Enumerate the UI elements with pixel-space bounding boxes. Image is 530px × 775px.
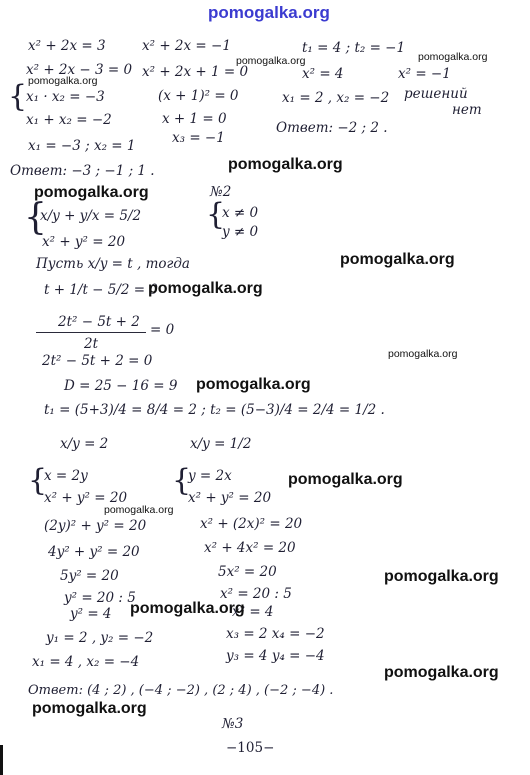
eq-line: x² = 4: [232, 604, 274, 620]
eq-line: x/y = 1/2: [190, 436, 252, 452]
eq-line: x² + 2x = −1: [142, 38, 231, 54]
eq-line: x₁ = −3 ; x₂ = 1: [28, 138, 136, 154]
system-brace: {: [172, 463, 192, 498]
eq-line: x₁ · x₂ = −3: [26, 89, 105, 105]
eq-line: x₁ = 2 , x₂ = −2: [282, 90, 390, 106]
watermark: pomogalka.org: [32, 700, 147, 717]
system-brace: {: [206, 197, 226, 232]
eq-line: y₁ = 2 , y₂ = −2: [46, 630, 154, 646]
eq-line: x/y = 2: [60, 436, 109, 452]
eq-line: x + 1 = 0: [162, 111, 227, 127]
watermark: pomogalka.org: [384, 664, 499, 681]
eq-line: 2t: [84, 336, 99, 352]
eq-line: x² + y² = 20: [44, 490, 128, 506]
watermark: pomogalka.org: [228, 156, 343, 173]
eq-line: x² + y² = 20: [42, 234, 126, 250]
watermark: pomogalka.org: [28, 75, 98, 87]
watermark: pomogalka.org: [196, 376, 311, 393]
eq-line: x² = −1: [398, 66, 451, 82]
answer-line: Ответ: (4 ; 2) , (−4 ; −2) , (2 ; 4) , (−2 ; −4) .: [28, 683, 334, 698]
watermark: pomogalka.org: [130, 600, 245, 617]
eq-line: = 0: [150, 322, 175, 338]
task-number: №3: [222, 716, 244, 732]
watermark: pomogalka.org: [148, 280, 263, 297]
eq-line: y² = 4: [70, 606, 112, 622]
eq-line: x/y + y/x = 5/2: [40, 208, 142, 224]
eq-line: y = 2x: [188, 468, 232, 484]
eq-line: y ≠ 0: [222, 224, 259, 240]
eq-line: x² = 4: [302, 66, 344, 82]
eq-line: x₃ = 2 x₄ = −2: [226, 626, 325, 642]
watermark: pomogalka.org: [418, 51, 488, 63]
eq-line: x² + 2x + 1 = 0: [142, 64, 249, 80]
eq-line: t + 1/t − 5/2 = 0: [44, 282, 158, 298]
system-brace: {: [28, 463, 48, 498]
eq-line: t₁ = 4 ; t₂ = −1: [302, 40, 406, 56]
page-number: −105−: [226, 740, 275, 756]
eq-line: x ≠ 0: [222, 205, 259, 221]
eq-line: Пусть x/y = t , тогда: [36, 256, 190, 272]
eq-line: t₁ = (5+3)/4 = 8/4 = 2 ; t₂ = (5−3)/4 = 2/4 = 1/2 .: [44, 402, 385, 418]
eq-line: x² = 20 : 5: [220, 586, 292, 602]
eq-line: (2y)² + y² = 20: [44, 518, 147, 534]
eq-line: x² + (2x)² = 20: [200, 516, 303, 532]
watermark: pomogalka.org: [104, 504, 174, 516]
eq-line: x₁ = 4 , x₂ = −4: [32, 654, 140, 670]
watermark: pomogalka.org: [34, 184, 149, 201]
eq-line: 5x² = 20: [218, 564, 277, 580]
eq-line: x² + y² = 20: [188, 490, 272, 506]
eq-line: x² + 2x − 3 = 0: [26, 62, 133, 78]
eq-line: 4y² + y² = 20: [48, 544, 140, 560]
eq-line: нет: [452, 102, 482, 118]
eq-line: y₃ = 4 y₄ = −4: [226, 648, 325, 664]
eq-line: x = 2y: [44, 468, 88, 484]
watermark-top: pomogalka.org: [208, 3, 330, 22]
answer-line: Ответ: −2 ; 2 .: [276, 120, 388, 136]
fraction-bar: [36, 332, 146, 333]
watermark: pomogalka.org: [236, 55, 306, 67]
eq-line: x₁ + x₂ = −2: [26, 112, 112, 128]
system-brace: {: [24, 197, 47, 238]
eq-line: D = 25 − 16 = 9: [64, 378, 178, 394]
answer-line: Ответ: −3 ; −1 ; 1 .: [10, 163, 155, 179]
watermark: pomogalka.org: [288, 471, 403, 488]
eq-line: y² = 20 : 5: [64, 590, 136, 606]
system-brace: {: [8, 79, 28, 114]
eq-line: 5y² = 20: [60, 568, 119, 584]
eq-line: (x + 1)² = 0: [158, 88, 239, 104]
eq-line: x₃ = −1: [172, 130, 225, 146]
eq-line: решений: [404, 86, 468, 102]
task-number: №2: [210, 184, 232, 200]
watermark: pomogalka.org: [388, 348, 458, 360]
eq-line: x² + 4x² = 20: [204, 540, 296, 556]
eq-line: 2t² − 5t + 2: [58, 314, 140, 330]
eq-line: 2t² − 5t + 2 = 0: [42, 353, 153, 369]
watermark: pomogalka.org: [340, 251, 455, 268]
watermark: pomogalka.org: [384, 568, 499, 585]
eq-line: x² + 2x = 3: [28, 38, 106, 54]
scan-edge-mark: [0, 745, 3, 775]
